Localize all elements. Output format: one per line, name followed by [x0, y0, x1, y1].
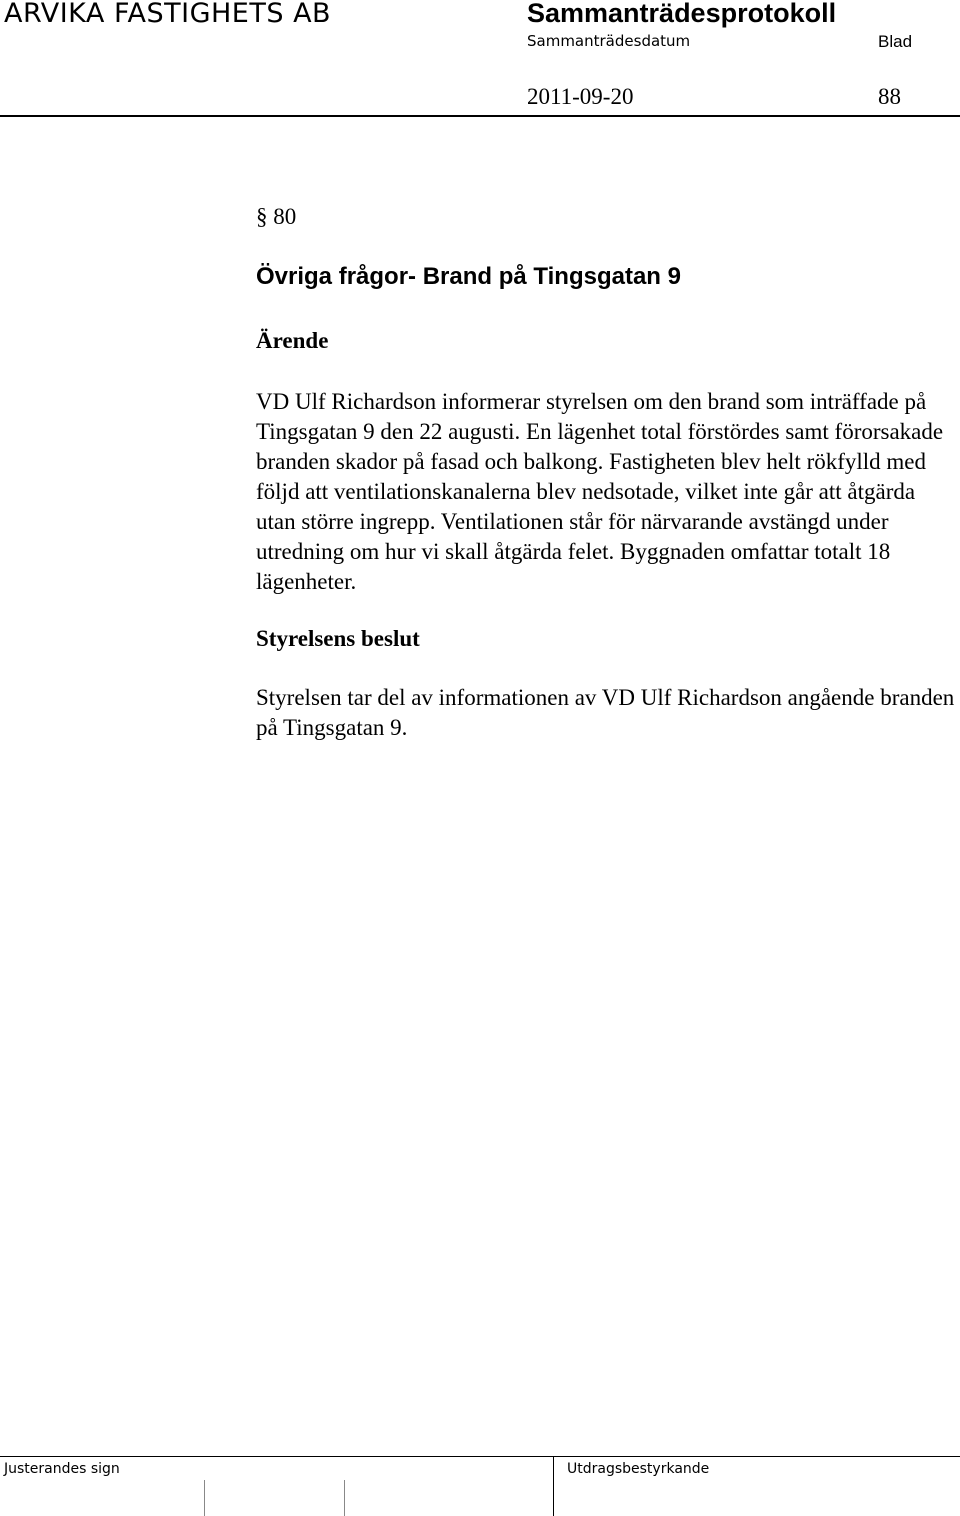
section-number: § 80 — [256, 204, 297, 229]
matter-text: VD Ulf Richardson informerar styrelsen om den brand som inträffade på Tingsgatan 9 den 22 augusti. En lägenhet total förstördes samt förorsakade branden skador på fasad och balkong. Fastigheten blev helt rökfylld med följd att ventilationskanalerna blev nedsotade, vilket inte går att åtgärda utan större ingrepp. Ventilationen står för närvarande avstängd under utredning om hur vi skall åtgärda felet. Byggnaden omfattar totalt 18 lägenheter. — [256, 389, 944, 594]
page-number-label: Blad — [878, 32, 913, 51]
signature-label: Justerandes sign — [4, 1461, 120, 1477]
signature-box-divider — [344, 1480, 345, 1516]
section-title: Övriga frågor- Brand på Tingsgatan 9 — [256, 263, 681, 290]
extract-certification-label: Utdragsbestyrkande — [567, 1461, 710, 1477]
decision-heading: Styrelsens beslut — [256, 626, 420, 651]
footer-column-divider — [553, 1456, 554, 1516]
decision-text: Styrelsen tar del av informationen av VD Ulf Richardson angående branden på Tingsgatan 9. — [256, 685, 955, 740]
header-divider — [0, 115, 960, 117]
matter-heading: Ärende — [256, 328, 329, 353]
footer-divider — [0, 1456, 960, 1457]
document-title: Sammanträdesprotokoll — [527, 0, 837, 28]
meeting-date-value: 2011-09-20 — [527, 84, 634, 109]
company-name: ARVIKA FASTIGHETS AB — [4, 0, 332, 29]
meeting-date-label: Sammanträdesdatum — [527, 32, 691, 50]
page-number-value: 88 — [878, 84, 901, 109]
signature-box-divider — [204, 1480, 205, 1516]
